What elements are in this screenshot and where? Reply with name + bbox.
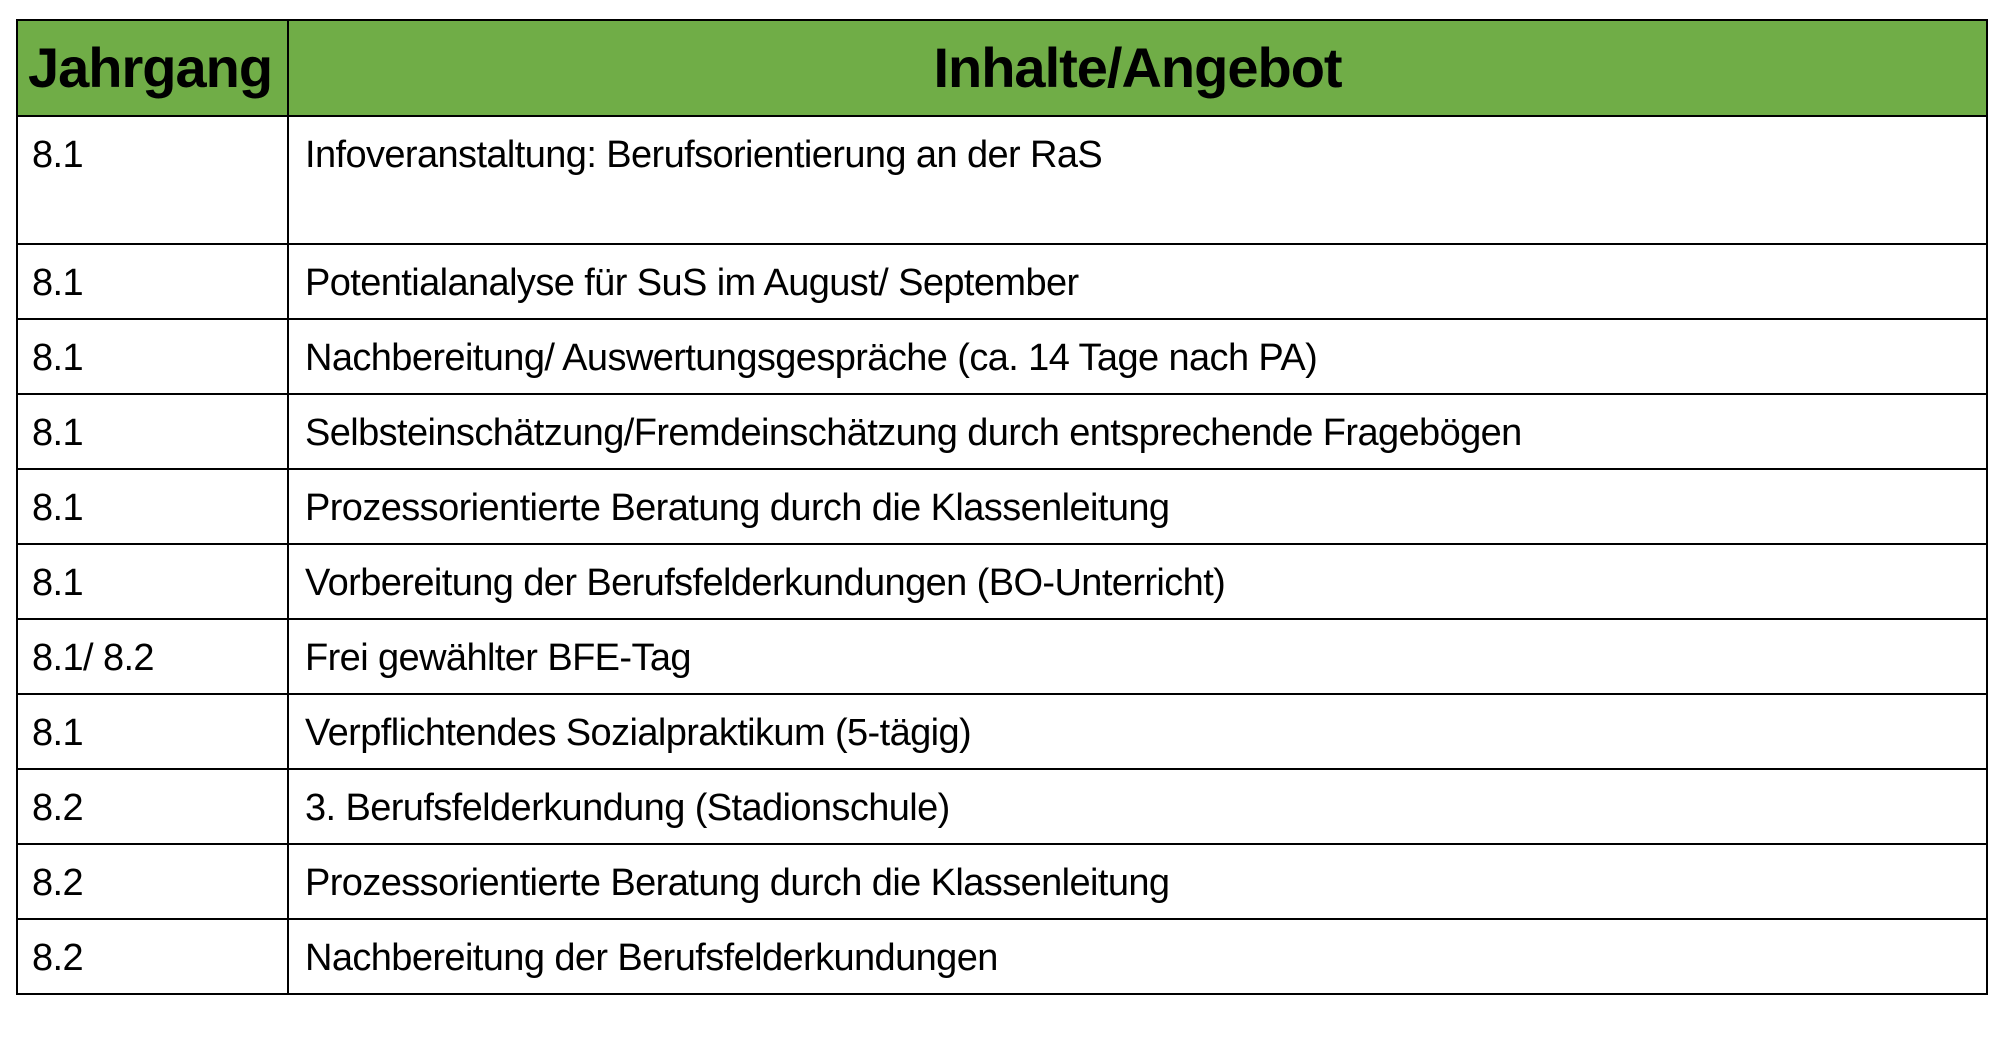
cell-jahrgang: 8.2	[17, 769, 288, 844]
cell-inhalt: Verpflichtendes Sozialpraktikum (5-tägig)	[288, 694, 1987, 769]
cell-inhalt: Nachbereitung/ Auswertungsgespräche (ca. 14 Tage nach PA)	[288, 319, 1987, 394]
table-row	[17, 694, 1987, 769]
cell-jahrgang: 8.1	[17, 116, 288, 244]
cell-inhalt: Infoveranstaltung: Berufsorientierung an der RaS	[288, 116, 1987, 244]
table-row	[17, 319, 1987, 394]
cell-inhalt: 3. Berufsfelderkundung (Stadionschule)	[288, 769, 1987, 844]
cell-inhalt: Frei gewählter BFE-Tag	[288, 619, 1987, 694]
header-jahrgang: Jahrgang	[17, 20, 288, 116]
cell-inhalt: Nachbereitung der Berufsfelderkundungen	[288, 919, 1987, 994]
table-row	[17, 844, 1987, 919]
cell-inhalt: Selbsteinschätzung/Fremdeinschätzung durch entsprechende Fragebögen	[288, 394, 1987, 469]
cell-inhalt: Potentialanalyse für SuS im August/ September	[288, 244, 1987, 319]
cell-jahrgang: 8.2	[17, 844, 288, 919]
table-row	[17, 116, 1987, 244]
cell-jahrgang: 8.1/ 8.2	[17, 619, 288, 694]
table-row	[17, 919, 1987, 994]
header-inhalte: Inhalte/Angebot	[288, 20, 1987, 116]
table-row	[17, 769, 1987, 844]
table-row	[17, 244, 1987, 319]
cell-inhalt: Prozessorientierte Beratung durch die Klassenleitung	[288, 844, 1987, 919]
cell-jahrgang: 8.1	[17, 244, 288, 319]
cell-jahrgang: 8.1	[17, 394, 288, 469]
table-row	[17, 619, 1987, 694]
table-row	[17, 544, 1987, 619]
table-header-row	[17, 20, 1987, 116]
schedule-table	[16, 19, 1988, 995]
cell-jahrgang: 8.2	[17, 919, 288, 994]
table-row	[17, 394, 1987, 469]
cell-inhalt: Vorbereitung der Berufsfelderkundungen (BO-Unterricht)	[288, 544, 1987, 619]
cell-jahrgang: 8.1	[17, 319, 288, 394]
cell-jahrgang: 8.1	[17, 469, 288, 544]
table-row	[17, 469, 1987, 544]
cell-jahrgang: 8.1	[17, 694, 288, 769]
cell-jahrgang: 8.1	[17, 544, 288, 619]
cell-inhalt: Prozessorientierte Beratung durch die Klassenleitung	[288, 469, 1987, 544]
